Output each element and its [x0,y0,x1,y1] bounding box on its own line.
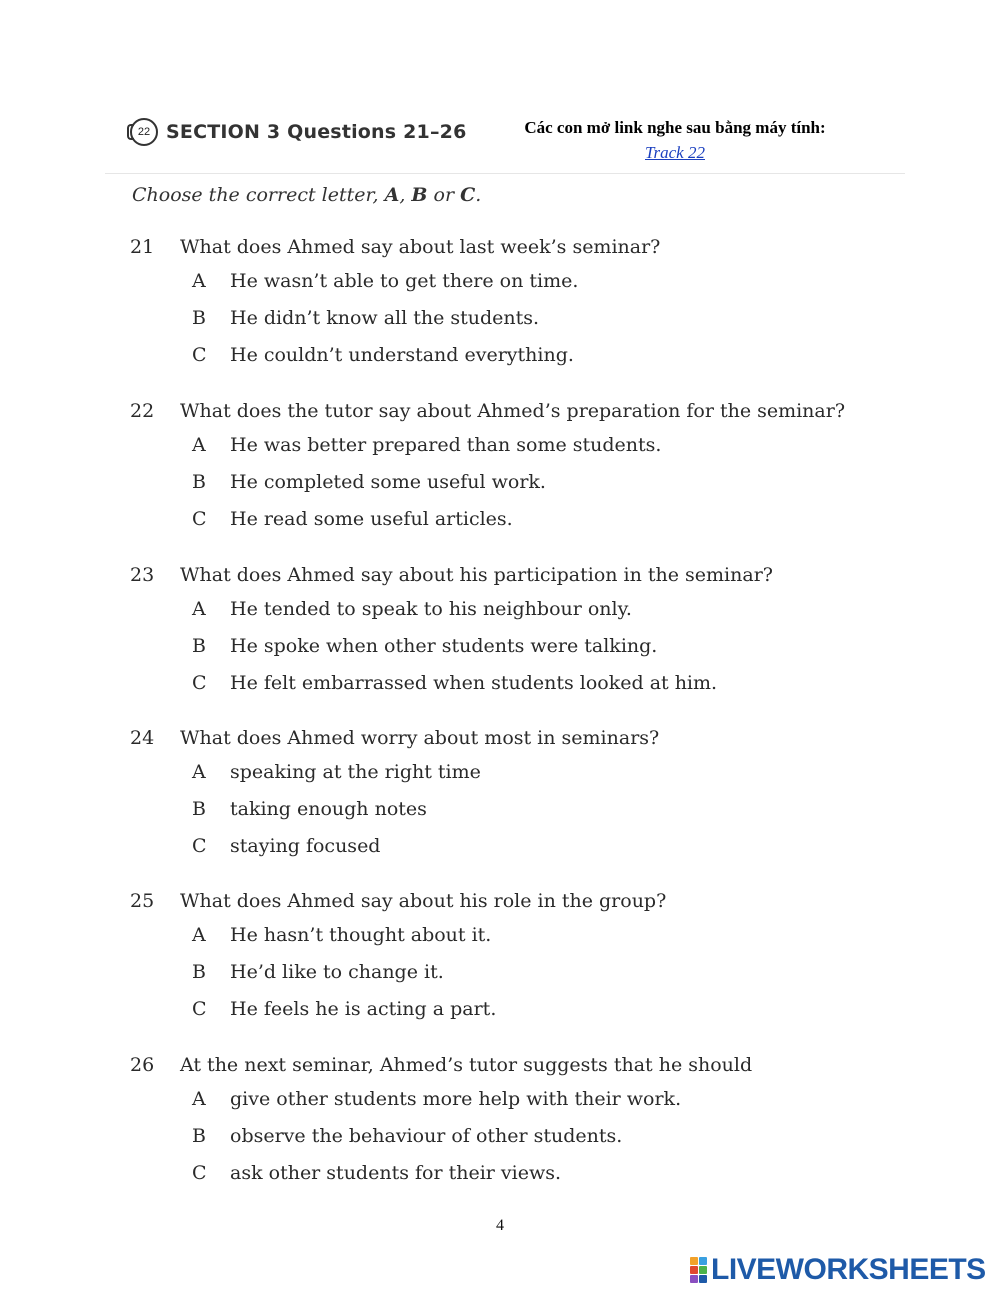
option-letter: B [192,634,206,657]
option-c[interactable] [130,664,773,701]
question-text: At the next seminar, Ahmed’s tutor suggests that he should [180,1054,753,1076]
option-text: He didn’t know all the students. [230,306,540,329]
question-stem [130,886,666,916]
option-letter: C [192,343,207,366]
question-stem [130,232,660,262]
question-number: 21 [130,236,155,258]
option-c[interactable] [130,1154,752,1191]
option-text: He felt embarrassed when students looked at him. [230,671,718,694]
question-23 [130,560,773,701]
option-letter: B [192,470,206,493]
instruction-letter-b: B [411,184,428,206]
option-text: He feels he is acting a part. [230,997,497,1020]
instruction-letter-c: C [460,184,476,206]
option-text: He read some useful articles. [230,507,513,530]
question-text: What does Ahmed say about his participation in the seminar? [180,564,773,586]
headphones-track-icon: 22 [130,118,158,146]
question-stem [130,1050,752,1080]
section-title: SECTION 3 Questions 21–26 [166,121,467,143]
option-letter: B [192,1124,206,1147]
question-21 [130,232,660,373]
question-stem [130,723,659,753]
instruction-suffix: . [475,184,482,206]
listening-note: Các con mở link nghe sau bằng máy tính: [524,118,826,137]
question-stem [130,560,773,590]
option-text: He spoke when other students were talking. [230,634,658,657]
option-text: He hasn’t thought about it. [230,923,492,946]
question-25 [130,886,666,1027]
option-text: give other students more help with their work. [230,1087,682,1110]
instruction-sep: , [399,184,412,206]
option-b[interactable] [130,299,660,336]
page-number: 4 [496,1217,504,1234]
option-a[interactable] [130,1080,752,1117]
question-text: What does Ahmed say about his role in the group? [180,890,667,912]
option-text: He’d like to change it. [230,960,444,983]
option-letter: A [192,1087,206,1110]
question-text: What does Ahmed worry about most in seminars? [180,727,660,749]
instruction-letter-a: A [384,184,400,206]
option-text: He couldn’t understand everything. [230,343,574,366]
question-22 [130,396,845,537]
question-stem [130,396,845,426]
option-letter: B [192,797,206,820]
liveworksheets-logo-icon [690,1257,707,1283]
liveworksheets-brand [690,1253,986,1287]
question-number: 24 [130,727,155,749]
option-b[interactable] [130,790,659,827]
option-c[interactable] [130,336,660,373]
option-text: He wasn’t able to get there on time. [230,269,579,292]
option-text: ask other students for their views. [230,1161,562,1184]
question-26 [130,1050,752,1191]
option-b[interactable] [130,1117,752,1154]
option-text: staying focused [230,834,381,857]
instruction-sep: or [427,184,461,206]
option-text: taking enough notes [230,797,427,820]
option-letter: C [192,507,207,530]
option-a[interactable] [130,753,659,790]
option-text: He completed some useful work. [230,470,546,493]
option-letter: A [192,597,206,620]
option-c[interactable] [130,827,659,864]
option-letter: C [192,671,207,694]
question-number: 26 [130,1054,155,1076]
option-a[interactable] [130,590,773,627]
question-24 [130,723,659,864]
section-header [130,118,467,146]
option-text: He was better prepared than some students. [230,433,662,456]
option-c[interactable] [130,990,666,1027]
track-link[interactable]: Track 22 [645,143,705,162]
question-text: What does the tutor say about Ahmed’s preparation for the seminar? [180,400,846,422]
option-c[interactable] [130,500,845,537]
option-letter: A [192,760,206,783]
option-b[interactable] [130,627,773,664]
question-number: 23 [130,564,155,586]
question-number: 25 [130,890,155,912]
option-letter: A [192,923,206,946]
header-divider [105,173,905,174]
instruction-prefix: Choose the correct letter, [132,184,385,206]
option-letter: C [192,997,207,1020]
option-b[interactable] [130,953,666,990]
option-a[interactable] [130,426,845,463]
option-letter: B [192,306,206,329]
option-a[interactable] [130,916,666,953]
brand-name: LIVEWORKSHEETS [711,1253,986,1286]
question-text: What does Ahmed say about last week’s seminar? [180,236,661,258]
option-letter: C [192,834,207,857]
instruction [132,184,481,206]
option-letter: A [192,269,206,292]
option-text: observe the behaviour of other students. [230,1124,623,1147]
option-text: speaking at the right time [230,760,481,783]
option-letter: C [192,1161,207,1184]
question-number: 22 [130,400,155,422]
option-b[interactable] [130,463,845,500]
option-a[interactable] [130,262,660,299]
option-letter: A [192,433,206,456]
option-text: He tended to speak to his neighbour only. [230,597,632,620]
option-letter: B [192,960,206,983]
